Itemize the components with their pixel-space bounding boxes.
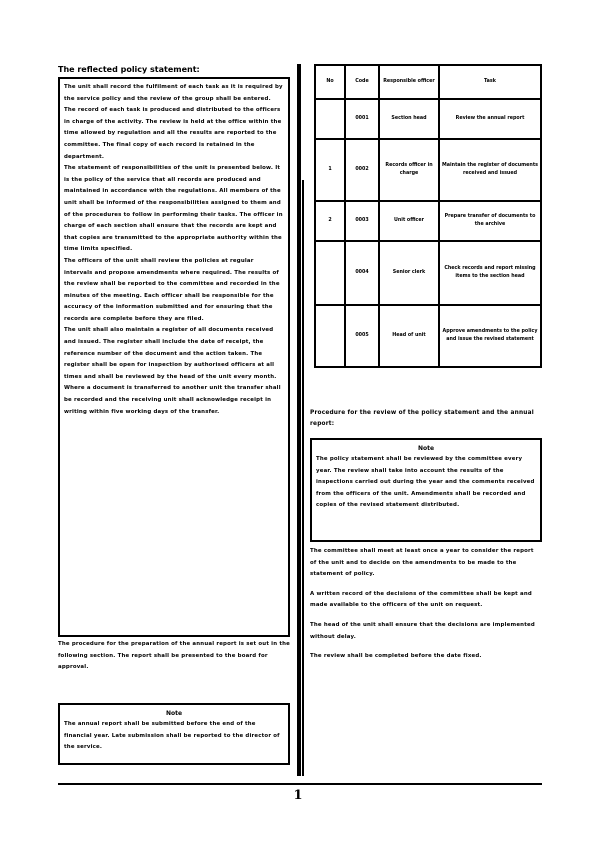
table-cell: Prepare transfer of documents to the archive bbox=[439, 201, 541, 241]
after-block-text: The procedure for the preparation of the annual report is set out in the following section. The report shall be presented to the board for approval. bbox=[58, 641, 290, 671]
policy-paragraph: The statement of responsibilities of the unit is presented below. It is the policy of the service that all records are produced and maintained in accordance with the regulations. All members of the unit shall be informed of the responsibilities assigned to them and of the procedures to follow in performing their tasks. The officer in charge of each section shall ensure that the records are kept and that copies are transmitted to the appropriate authority within the time limits specified. bbox=[64, 165, 283, 253]
right-column bbox=[310, 64, 542, 750]
table-row bbox=[315, 241, 541, 305]
table-cell: 0003 bbox=[345, 201, 379, 241]
page-number: 1 bbox=[293, 788, 303, 803]
table-cell: Review the annual report bbox=[439, 99, 541, 139]
right-paragraph: The review shall be completed before the date fixed. bbox=[310, 653, 482, 660]
policy-paragraph: The officers of the unit shall review the policies at regular intervals and propose amendments where required. The results of the review shall be reported to the committee and recorded in the minutes of the meeting. Each officer shall be responsible for the accuracy of the information submitted and for ensuring that the records are complete before they are filed. bbox=[64, 257, 280, 322]
right-note-text: The policy statement shall be reviewed by the committee every year. The review shall take into account the results of the inspections carried out during the year and the comments received from the officers of the unit. Amendments shall be recorded and copies of the revised statement distributed. bbox=[316, 456, 535, 509]
column-divider bbox=[297, 64, 301, 776]
table-row bbox=[315, 139, 541, 201]
right-heading: Procedure for the review of the policy statement and the annual report: bbox=[310, 410, 534, 427]
table-header-cell: No bbox=[315, 65, 345, 99]
right-paragraph: The committee shall meet at least once a year to consider the report of the unit and to decide on the amendments to be made to the statement of policy. bbox=[310, 548, 534, 578]
footer-rule bbox=[58, 783, 542, 785]
table-cell bbox=[315, 241, 345, 305]
left-heading: The reflected policy statement: bbox=[58, 65, 200, 74]
table-cell bbox=[315, 99, 345, 139]
left-column bbox=[58, 64, 290, 765]
table-cell: 0002 bbox=[345, 139, 379, 201]
table-cell: 0004 bbox=[345, 241, 379, 305]
table-row bbox=[315, 305, 541, 367]
table-cell bbox=[315, 305, 345, 367]
left-note-text: The annual report shall be submitted before the end of the financial year. Late submission shall be reported to the director of the service. bbox=[64, 721, 280, 751]
responsibility-table bbox=[314, 64, 542, 368]
policy-paragraph: The unit shall also maintain a register of all documents received and issued. The register shall include the date of receipt, the reference number of the document and the action taken. The register shall be open for inspection by authorised officers at all times and shall be reviewed by the head of the unit every month. bbox=[64, 327, 277, 380]
table-cell: Head of unit bbox=[379, 305, 439, 367]
right-note-box bbox=[310, 438, 542, 542]
right-text bbox=[310, 546, 542, 750]
right-paragraph: A written record of the decisions of the committee shall be kept and made available to the officers of the unit on request. bbox=[310, 590, 532, 609]
policy-text bbox=[64, 82, 284, 632]
table-cell: Records officer in charge bbox=[379, 139, 439, 201]
table-row bbox=[315, 99, 541, 139]
table-cell: 0001 bbox=[345, 99, 379, 139]
table-row bbox=[315, 201, 541, 241]
table-cell: Senior clerk bbox=[379, 241, 439, 305]
left-note-title: Note bbox=[165, 710, 183, 717]
table-cell: 0005 bbox=[345, 305, 379, 367]
table-cell: Check records and report missing items to the section head bbox=[439, 241, 541, 305]
table-cell: Maintain the register of documents received and issued bbox=[439, 139, 541, 201]
column-divider-secondary bbox=[302, 180, 304, 776]
table-cell: 2 bbox=[315, 201, 345, 241]
right-note-title: Note bbox=[417, 445, 435, 452]
table-header-cell: Responsible officer bbox=[379, 65, 439, 99]
table-header-cell: Code bbox=[345, 65, 379, 99]
table-cell: 1 bbox=[315, 139, 345, 201]
policy-paragraph: The unit shall record the fulfilment of each task as it is required by the service policy and the review of the group shall be entered. The record of each task is produced and distributed to the officers in charge of the activity. The review is held at the office within the time allowed by regulation and all the results are reported to the committee. The final copy of each record is retained in the department. bbox=[64, 84, 283, 160]
table-cell: Approve amendments to the policy and issue the revised statement bbox=[439, 305, 541, 367]
right-paragraph: The head of the unit shall ensure that the decisions are implemented without delay. bbox=[310, 621, 535, 640]
table-header-row bbox=[315, 65, 541, 99]
table-cell: Unit officer bbox=[379, 201, 439, 241]
table-cell: Section head bbox=[379, 99, 439, 139]
policy-paragraph: Where a document is transferred to another unit the transfer shall be recorded and the receiving unit shall acknowledge receipt in writing within five working days of the transfer. bbox=[64, 385, 281, 415]
table-header-cell: Task bbox=[439, 65, 541, 99]
left-note-box bbox=[58, 703, 290, 765]
policy-text-block bbox=[58, 77, 290, 637]
